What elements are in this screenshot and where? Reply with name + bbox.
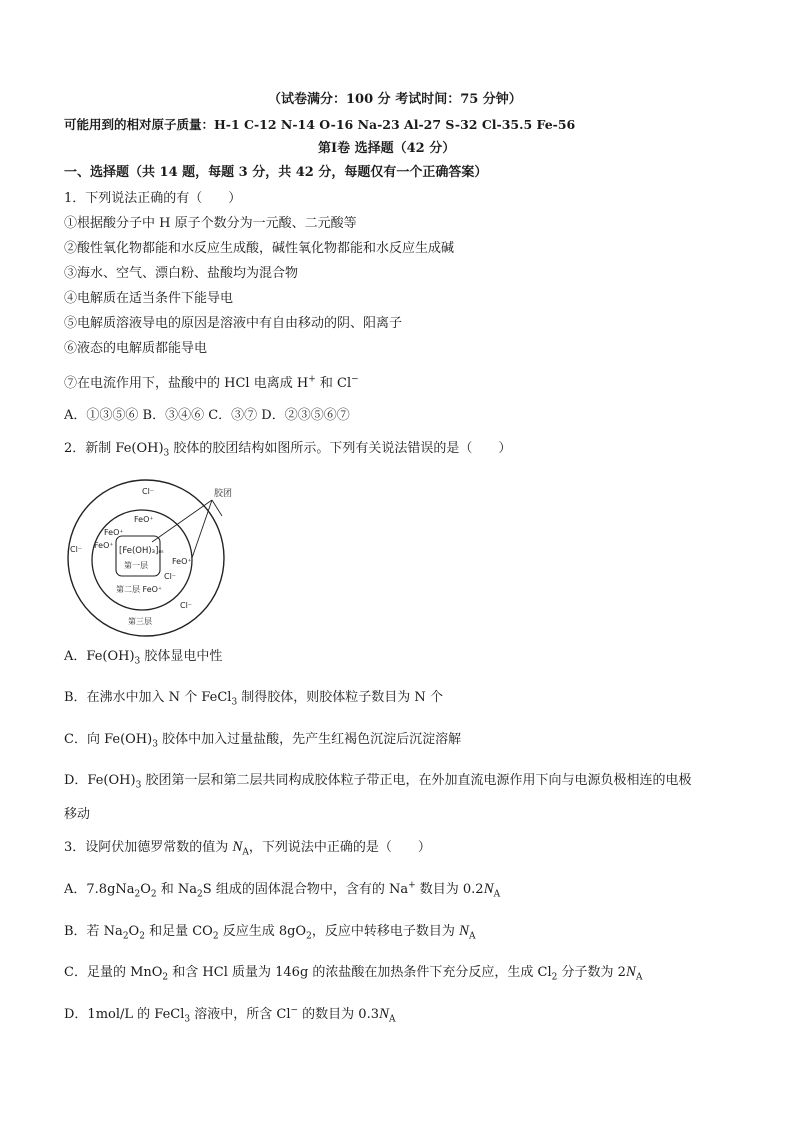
q3-option-b: B．若 $Na_2O_2$ 和足量 $CO_2$ 反应生成 $8gO_2$，反应中转移电子数目为 $N_A$ [64,923,476,942]
q1-options: A．①③⑤⑥ B．③④⑥ C．③⑦ D．②③⑤⑥⑦ [64,408,350,423]
q1-statement-4: ④电解质在适当条件下能导电 [64,291,234,306]
exam-info: （试卷满分：100 分 考试时间：75 分钟） [268,92,522,107]
label-layer-1: 第一层 [124,561,148,570]
cl-ion-inner: Cl⁻ [164,572,177,581]
cl-ion-bottom-right: Cl⁻ [180,601,193,610]
q2-option-b: B．在沸水中加入 N 个 FeCl$_3$ 制得胶体，则胶体粒子数目为 N 个 [64,690,443,708]
q2-option-d: D．$Fe(OH)_3$ 胶团第一层和第二层共同构成胶体粒子带正电，在外加直流电源作用下向与电源负极相连的电极 [64,773,692,791]
q2-option-a: A．$Fe(OH)_3$ 胶体显电中性 [64,649,223,667]
part-title: 第Ⅰ卷 选择题（42 分） [318,141,456,156]
section-title: 一、选择题（共 14 题，每题 3 分，共 42 分，每题仅有一个正确答案） [64,165,488,180]
q3-option-d: D．1mol/L 的 FeCl$_3$ 溶液中，所含 Cl− 的数目为 $0.3N_A$ [64,1005,396,1025]
label-micelle: 胶团 [214,489,233,499]
feo-ion-top: FeO⁺ [134,515,154,524]
cl-ion-top: Cl⁻ [142,487,155,496]
label-layer-2: 第二层 FeO⁺ [116,585,163,594]
core-formula: [Fe(OH)₃]ₘ [119,546,164,556]
q2-option-c: C．向 $Fe(OH)_3$ 胶体中加入过量盐酸，先产生红褐色沉淀后沉淀溶解 [64,732,462,750]
q3-option-c: C．足量的 MnO$_2$ 和含 HCl 质量为 146g 的浓盐酸在加热条件下充分反应，生成 $Cl_2$ 分子数为 $2N_A$ [64,964,643,983]
feo-ion-right: FeO⁺ [172,557,192,566]
feo-ion-left: FeO⁺ [104,528,124,537]
atomic-mass-line: 可能用到的相对原子质量：H-1 C-12 N-14 O-16 Na-23 Al-27 S-32 Cl-35.5 Fe-56 [64,117,576,132]
q2-option-d-cont: 移动 [64,807,91,822]
q3-option-a: A．$7.8gNa_2O_2$ 和 $Na_2S$ 组成的固体混合物中，含有的 Na+ 数目为 $0.2N_A$ [64,880,501,900]
pointer-line-2 [192,500,212,558]
q2-stem: 2．新制 $Fe(OH)_3$ 胶体的胶团结构如图所示。下列有关说法错误的是（ ） [64,441,512,459]
q3-stem: 3．设阿伏加德罗常数的值为 $N_A$，下列说法中正确的是（ ） [64,839,431,858]
pointer-line-3 [212,500,222,516]
q1-stem: 1．下列说法正确的有（ ） [64,191,242,206]
micelle-diagram [64,478,236,638]
cl-ion-left: Cl⁻ [70,545,83,554]
core-box [116,536,160,576]
q1-statement-5: ⑤电解质溶液导电的原因是溶液中有自由移动的阴、阳离子 [64,316,403,331]
q1-statement-6: ⑥液态的电解质都能导电 [64,341,208,356]
feo-ion-left-2: FeO⁺ [94,541,114,550]
q1-statement-7: ⑦在电流作用下，盐酸中的 HCl 电离成 H+ 和 Cl− [64,374,359,391]
q1-statement-3: ③海水、空气、漂白粉、盐酸均为混合物 [64,266,299,281]
pointer-line-1 [152,500,212,542]
q1-statement-2: ②酸性氧化物都能和水反应生成酸，碱性氧化物都能和水反应生成碱 [64,241,455,256]
q1-statement-1: ①根据酸分子中 H 原子个数分为一元酸、二元酸等 [64,216,357,231]
label-layer-3: 第三层 [128,617,152,626]
